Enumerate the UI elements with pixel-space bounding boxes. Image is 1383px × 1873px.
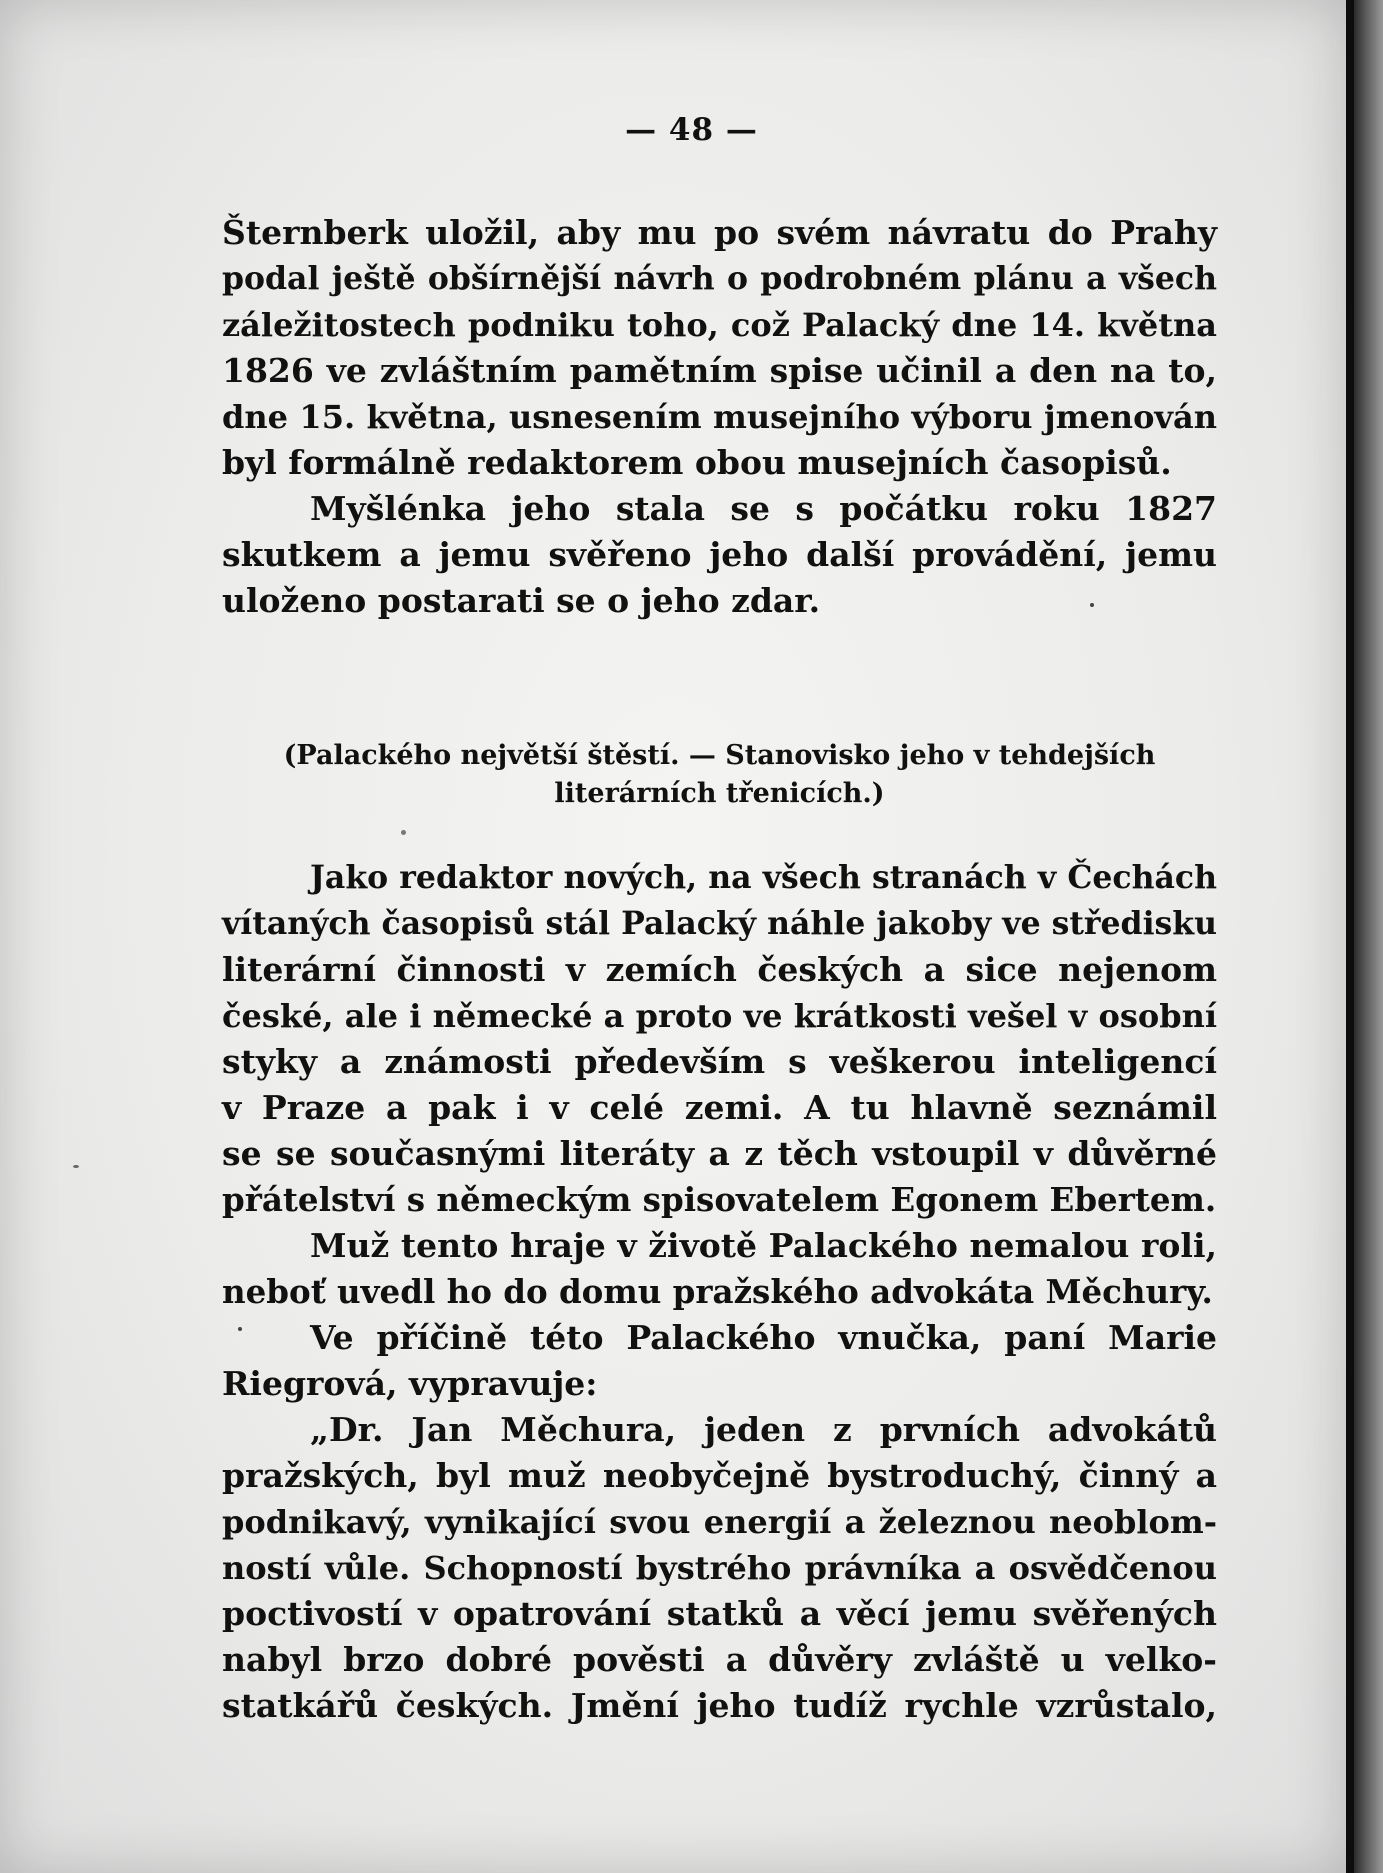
text-line: přátelství s německým spisovatelem Egonem Ebertem. (222, 1180, 1217, 1219)
text-line: Myšlénka jeho stala se s počátku roku 1827 (310, 489, 1217, 528)
text-line: „Dr. Jan Měchura, jeden z prvních advokátů (310, 1410, 1217, 1449)
page-edge (1346, 0, 1354, 1873)
text-line: skutkem a jemu svěřeno jeho další provádění, jemu (222, 535, 1217, 574)
text-line: pražských, byl muž neobyčejně bystroduchý, činný a (222, 1456, 1217, 1495)
text-line: 1826 ve zvláštním pamětním spise učinil a den na to, (222, 351, 1217, 390)
text-line: podal ještě obšírnější návrh o podrobném plánu a všech (222, 260, 1217, 297)
text-line: vítaných časopisů stál Palacký náhle jakoby ve středisku (222, 905, 1217, 942)
text-line: Ve příčině této Palackého vnučka, paní Marie (310, 1318, 1217, 1357)
page-number: — 48 — (625, 112, 758, 148)
print-speck (73, 1165, 79, 1168)
text-line: podnikavý, vynikající svou energií a železnou neoblom- (222, 1503, 1217, 1541)
text-line: Muž tento hraje v životě Palackého nemalou roli, (310, 1226, 1217, 1265)
text-line: byl formálně redaktorem obou musejních časopisů. (222, 443, 1172, 482)
text-line: Šternberk uložil, aby mu po svém návratu do Prahy (222, 213, 1217, 252)
print-speck (238, 1327, 242, 1331)
text-line: Jako redaktor nových, na všech stranách v Čechách (310, 859, 1217, 896)
text-line: uloženo postarati se o jeho zdar. (222, 581, 821, 620)
text-line: Riegrová, vypravuje: (222, 1364, 598, 1403)
text-line: nabyl brzo dobré pověsti a důvěry zvláště u velko- (222, 1640, 1217, 1679)
text-line: statkářů českých. Jmění jeho tudíž rychle vzrůstalo, (222, 1686, 1217, 1725)
text-line: záležitostech podniku toho, což Palacký dne 14. května (222, 306, 1217, 344)
text-line: dne 15. května, usnesením musejního výboru jmenován (222, 398, 1217, 436)
text-line: poctivostí v opatrování statků a věcí jemu svěřených (222, 1594, 1217, 1633)
heading-line: literárních třenicích.) (554, 778, 885, 809)
text-line: se se současnými literáty a z těch vstoupil v důvěrné (222, 1134, 1217, 1173)
text-line: ností vůle. Schopností bystrého právníka a osvědčenou (222, 1549, 1217, 1587)
text-line: neboť uvedl ho do domu pražského advokáta Měchury. (222, 1272, 1213, 1311)
page-shadow (1354, 0, 1383, 1873)
heading-line: (Palackého největší štěstí. — Stanovisko jeho v tehdejších (283, 740, 1156, 771)
text-line: styky a známosti především s veškerou inteligencí (222, 1042, 1217, 1081)
print-speck (1090, 603, 1094, 607)
print-speck (401, 830, 406, 835)
text-line: literární činnosti v zemích českých a sice nejenom (222, 950, 1217, 989)
text-line: v Praze a pak i v celé zemi. A tu hlavně seznámil (222, 1088, 1217, 1127)
text-line: české, ale i německé a proto ve krátkosti vešel v osobní (222, 997, 1217, 1035)
